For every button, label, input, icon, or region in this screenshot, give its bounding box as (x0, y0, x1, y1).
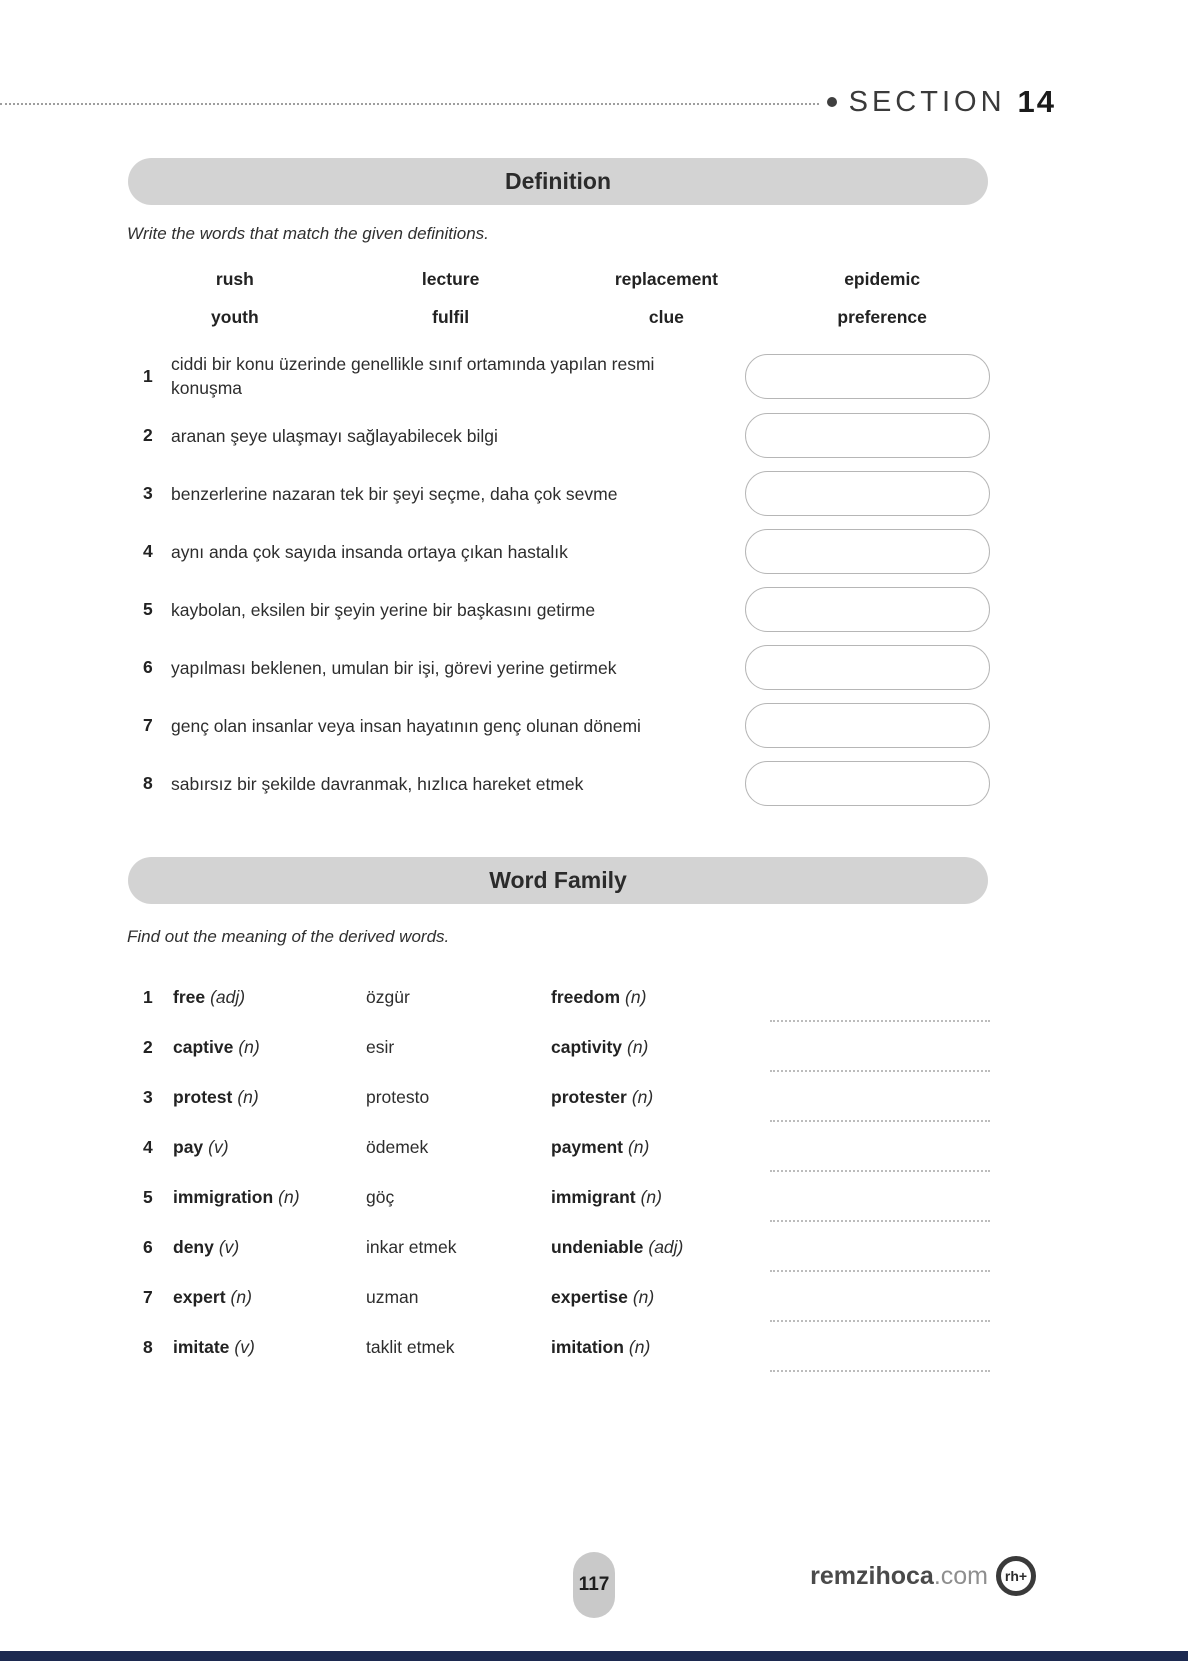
word-text: pay (173, 1136, 204, 1157)
derived-text: expertise (551, 1286, 628, 1307)
definition-item (127, 471, 990, 516)
word-family-row (127, 1172, 990, 1222)
definition-text: genç olan insanlar veya insan hayatının genç olunan dönemi (171, 715, 641, 736)
definition-item (127, 645, 990, 690)
word-family-row (127, 1272, 990, 1322)
rh-plus-logo-icon: rh+ (996, 1556, 1036, 1596)
dotted-leader-line (0, 103, 819, 105)
row-number: 1 (143, 986, 153, 1007)
row-number: 4 (143, 1136, 153, 1157)
bank-word: replacement (614, 269, 718, 289)
word-text: immigration (173, 1186, 274, 1207)
word-meaning: inkar etmek (366, 1236, 457, 1257)
derived-word (551, 1187, 751, 1208)
word-meaning: ödemek (366, 1136, 429, 1157)
part-of-speech: (n) (237, 1086, 259, 1107)
base-word (173, 987, 366, 1008)
derived-word (551, 1137, 751, 1158)
part-of-speech: (v) (218, 1236, 240, 1257)
derived-text: freedom (551, 986, 621, 1007)
derived-text: payment (551, 1136, 623, 1157)
answer-line[interactable] (770, 1266, 990, 1272)
word-family-row (127, 1122, 990, 1172)
derived-part-of-speech: (n) (632, 1286, 655, 1307)
row-number: 3 (143, 1086, 153, 1107)
page-number-badge: 117 (573, 1552, 615, 1618)
bank-word: rush (215, 269, 254, 289)
answer-box[interactable] (745, 354, 990, 399)
bank-word: clue (648, 307, 684, 327)
definition-text: aynı anda çok sayıda insanda ortaya çıkan hastalık (171, 541, 568, 562)
answer-line[interactable] (770, 1066, 990, 1072)
derived-part-of-speech: (adj) (648, 1236, 684, 1257)
publisher-brand (810, 1556, 1036, 1596)
answer-box[interactable] (745, 761, 990, 806)
derived-word (551, 1237, 751, 1258)
item-number: 6 (143, 657, 153, 677)
answer-line[interactable] (770, 1116, 990, 1122)
derived-part-of-speech: (n) (625, 986, 647, 1007)
answer-line[interactable] (770, 1016, 990, 1022)
definition-item (127, 703, 990, 748)
definition-item (127, 352, 990, 400)
word-family-row (127, 1072, 990, 1122)
word-text: protest (173, 1086, 233, 1107)
answer-line[interactable] (770, 1366, 990, 1372)
bullet-icon (827, 97, 837, 107)
item-number: 1 (143, 365, 153, 386)
definition-text: kaybolan, eksilen bir şeyin yerine bir başkasını getirme (171, 599, 596, 620)
word-family-row (127, 1222, 990, 1272)
row-number: 2 (143, 1036, 153, 1057)
word-text: deny (173, 1236, 214, 1257)
derived-part-of-speech: (n) (628, 1336, 651, 1357)
brand-name: remzihoca (810, 1561, 934, 1590)
word-text: free (173, 986, 206, 1007)
derived-part-of-speech: (n) (627, 1036, 649, 1057)
item-number: 2 (143, 425, 153, 445)
bank-word: fulfil (432, 307, 470, 327)
definition-item (127, 761, 990, 806)
word-family-row (127, 1022, 990, 1072)
item-number: 7 (143, 715, 153, 735)
definition-items (127, 352, 990, 819)
word-family-row (127, 972, 990, 1022)
base-word (173, 1137, 366, 1158)
answer-box[interactable] (745, 587, 990, 632)
answer-box[interactable] (745, 413, 990, 458)
derived-part-of-speech: (n) (627, 1136, 650, 1157)
base-word (173, 1287, 366, 1308)
answer-line[interactable] (770, 1216, 990, 1222)
row-number: 7 (143, 1286, 153, 1307)
derived-word (551, 1087, 751, 1108)
answer-line[interactable] (770, 1166, 990, 1172)
base-word (173, 1337, 366, 1358)
part-of-speech: (v) (208, 1136, 229, 1157)
part-of-speech: (n) (230, 1286, 252, 1307)
derived-word (551, 1337, 751, 1358)
item-number: 5 (143, 599, 153, 619)
derived-part-of-speech: (n) (631, 1086, 654, 1107)
definition-item (127, 413, 990, 458)
section-header (0, 84, 1056, 120)
base-word (173, 1087, 366, 1108)
word-meaning: göç (366, 1186, 395, 1207)
answer-line[interactable] (770, 1316, 990, 1322)
word-family-row (127, 1322, 990, 1372)
derived-text: imitation (551, 1336, 624, 1357)
derived-text: undeniable (551, 1236, 644, 1257)
section-number: 14 (1017, 84, 1056, 119)
definition-text: ciddi bir konu üzerinde genellikle sınıf ortamında yapılan resmi konuşma (171, 354, 655, 398)
definition-text: benzerlerine nazaran tek bir şeyi seçme, daha çok sevme (171, 483, 618, 504)
base-word (173, 1037, 366, 1058)
word-bank (127, 260, 990, 336)
definition-section-title: Definition (128, 158, 988, 205)
word-text: expert (173, 1286, 226, 1307)
word-family-rows (127, 972, 990, 1372)
bank-word: epidemic (844, 269, 921, 289)
word-meaning: protesto (366, 1086, 430, 1107)
definition-text: yapılması beklenen, umulan bir işi, görevi yerine getirmek (171, 657, 617, 678)
derived-part-of-speech: (n) (640, 1186, 662, 1207)
item-number: 3 (143, 483, 153, 503)
definition-text: sabırsız bir şekilde davranmak, hızlıca hareket etmek (171, 773, 584, 794)
answer-box[interactable] (745, 645, 990, 690)
answer-box[interactable] (745, 703, 990, 748)
bank-word: youth (211, 307, 259, 327)
derived-text: captivity (551, 1036, 622, 1057)
item-number: 4 (143, 541, 153, 561)
definition-text: aranan şeye ulaşmayı sağlayabilecek bilgi (171, 425, 498, 446)
section-label: SECTION (848, 85, 1006, 118)
row-number: 5 (143, 1186, 153, 1207)
word-text: imitate (173, 1336, 230, 1357)
word-family-instruction: Find out the meaning of the derived words. (127, 927, 450, 946)
word-family-section-title: Word Family (128, 857, 988, 904)
row-number: 6 (143, 1236, 153, 1257)
derived-word (551, 987, 751, 1008)
derived-word (551, 1287, 751, 1308)
row-number: 8 (143, 1336, 153, 1357)
word-text: captive (173, 1036, 234, 1057)
bank-word: preference (837, 307, 927, 327)
word-meaning: özgür (366, 986, 410, 1007)
answer-box[interactable] (745, 529, 990, 574)
word-meaning: esir (366, 1036, 395, 1057)
item-number: 8 (143, 773, 153, 793)
definition-item (127, 587, 990, 632)
definition-instruction: Write the words that match the given definitions. (127, 224, 489, 243)
bottom-accent-bar (0, 1651, 1188, 1661)
word-meaning: taklit etmek (366, 1336, 455, 1357)
part-of-speech: (n) (238, 1036, 260, 1057)
base-word (173, 1237, 366, 1258)
answer-box[interactable] (745, 471, 990, 516)
definition-item (127, 529, 990, 574)
base-word (173, 1187, 366, 1208)
part-of-speech: (v) (234, 1336, 255, 1357)
part-of-speech: (adj) (210, 986, 246, 1007)
derived-text: protester (551, 1086, 627, 1107)
derived-text: immigrant (551, 1186, 636, 1207)
part-of-speech: (n) (278, 1186, 300, 1207)
bank-word: lecture (421, 269, 480, 289)
derived-word (551, 1037, 751, 1058)
brand-tld: .com (933, 1561, 988, 1590)
word-meaning: uzman (366, 1286, 419, 1307)
